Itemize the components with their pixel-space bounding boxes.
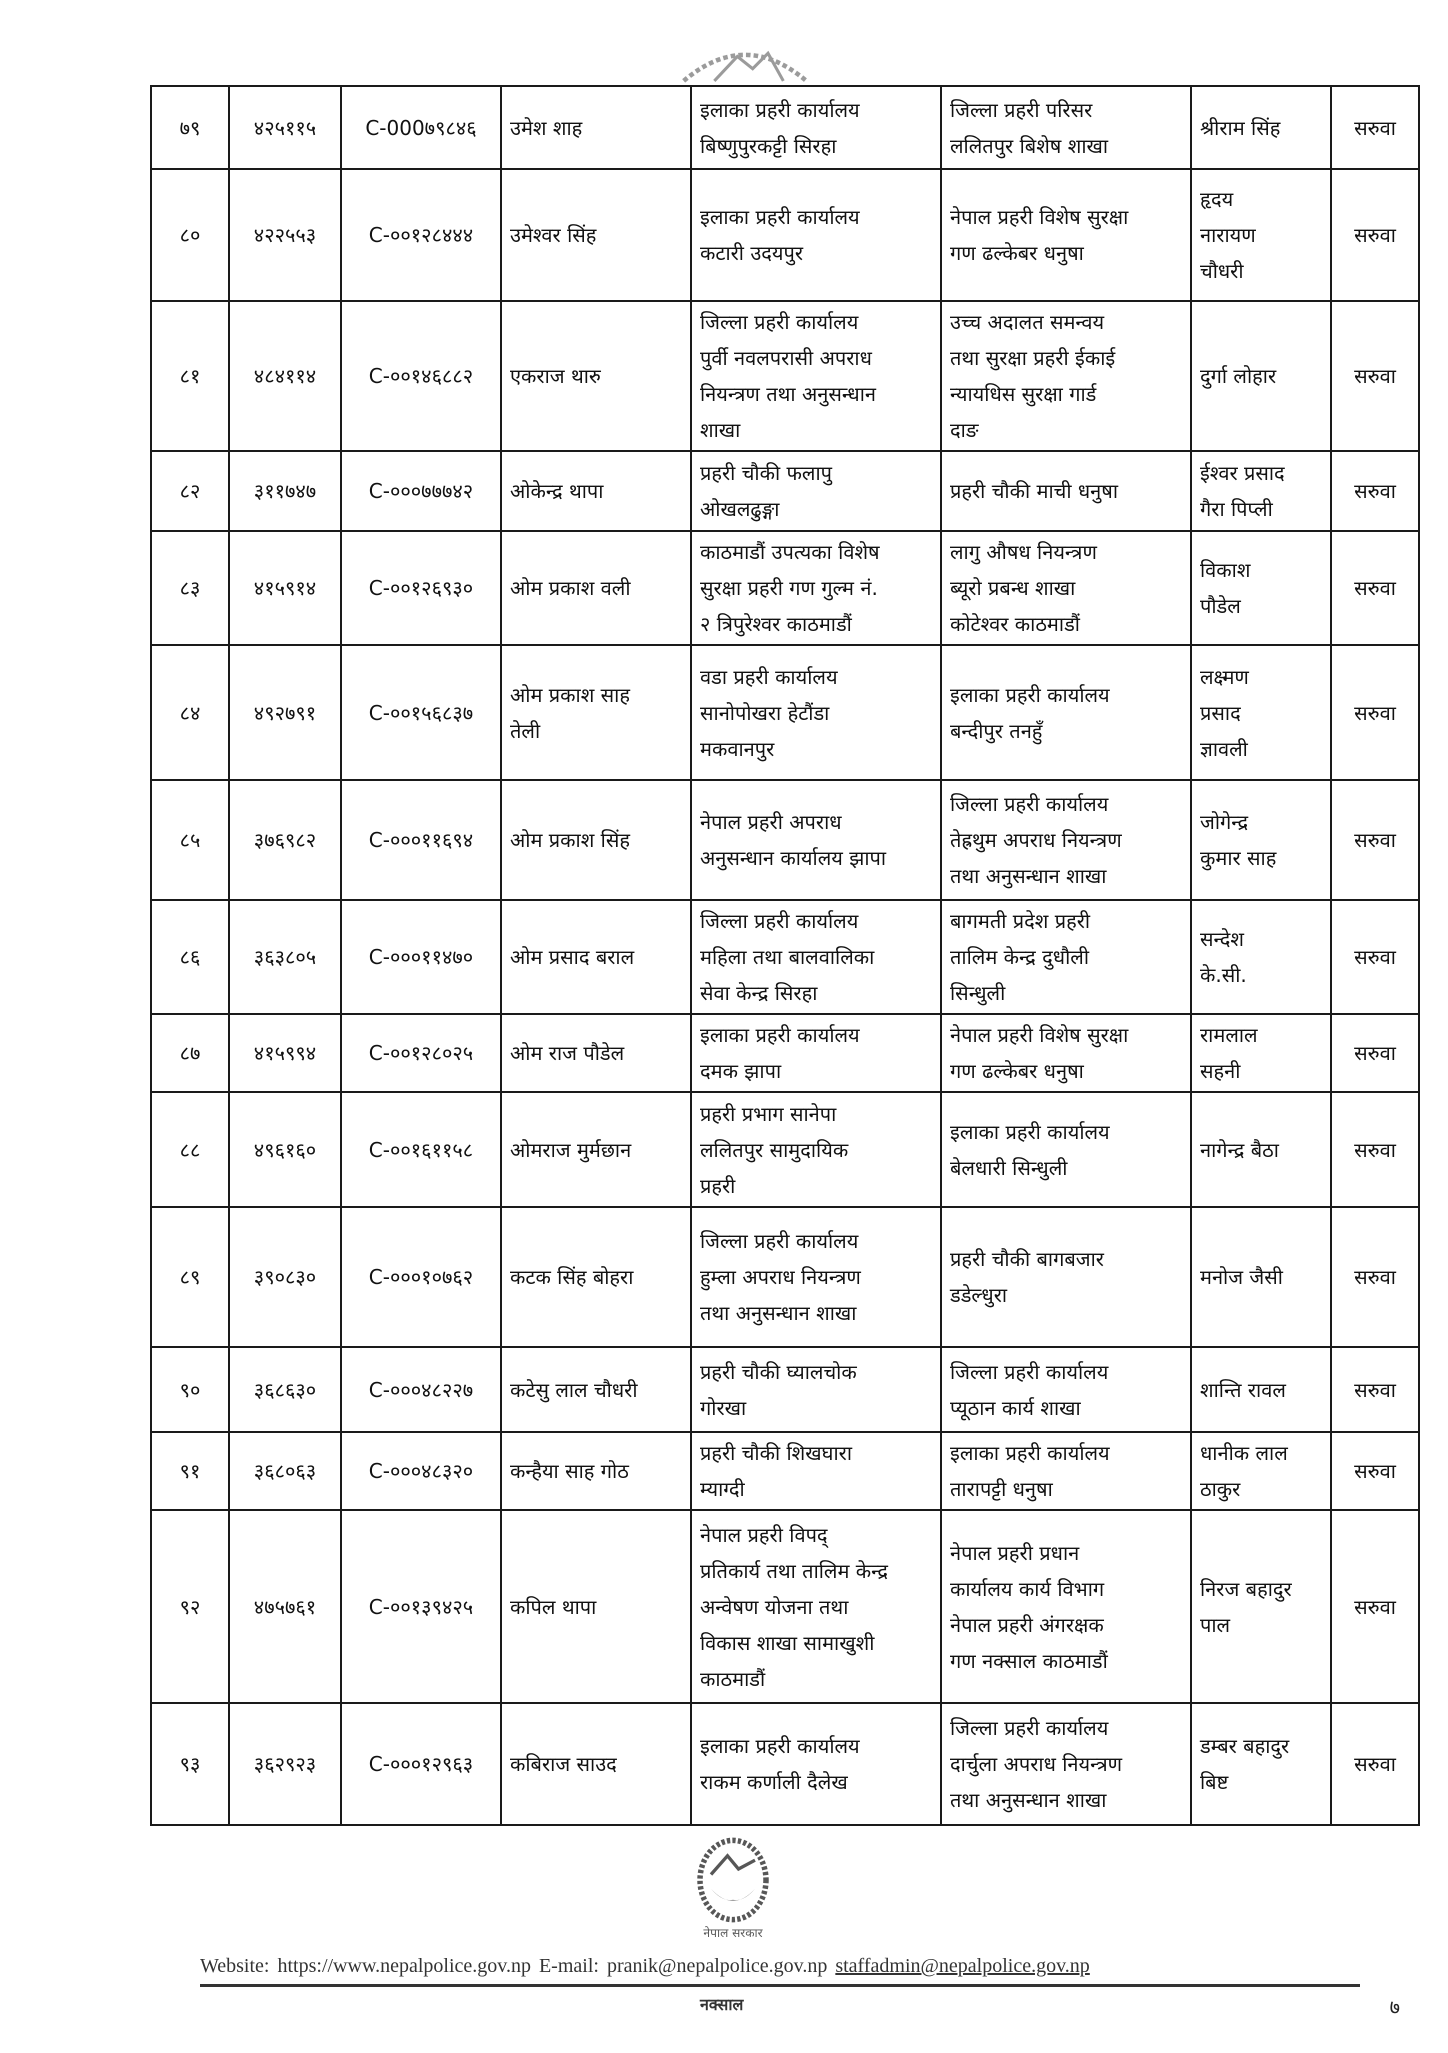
current-office-cell-line: म्याग्दी (700, 1477, 745, 1501)
current-office-cell-line: इलाका प्रहरी कार्यालय (700, 1023, 860, 1047)
current-office-cell-line: अनुसन्धान कार्यालय झापा (700, 846, 887, 870)
new-office-cell-line: नेपाल प्रहरी प्रधान (950, 1540, 1080, 1565)
replacement-cell (1191, 900, 1331, 1014)
replacement-cell-line: दुर्गा लोहार (1200, 364, 1277, 388)
replacement-cell-line: निरज बहादुर (1200, 1576, 1292, 1601)
code-cell: C-००१२६९३० (341, 531, 501, 645)
serial-number-cell: ८१ (151, 301, 229, 451)
official-seal-bottom (668, 1836, 798, 1946)
code-cell: C-000७९८४६ (341, 86, 501, 169)
current-office-cell-line: मकवानपुर (700, 736, 775, 761)
current-office-cell-line: राकम कर्णाली दैलेख (700, 1770, 848, 1794)
replacement-cell (1191, 531, 1331, 645)
name-cell (501, 1014, 691, 1092)
replacement-cell (1191, 451, 1331, 531)
replacement-cell-line: पौडेल (1200, 594, 1241, 618)
current-office-cell (691, 1092, 941, 1207)
current-office-cell (691, 1347, 941, 1432)
code-cell: C-०००४८३२० (341, 1432, 501, 1510)
code-cell: C-०००११४७० (341, 900, 501, 1014)
action-cell: सरुवा (1331, 1510, 1419, 1703)
name-cell-line: ओम प्रकाश साह (510, 682, 630, 707)
new-office-cell-line: जिल्ला प्रहरी कार्यालय (950, 1359, 1109, 1384)
current-office-cell-line: प्रहरी (700, 1173, 736, 1198)
replacement-cell (1191, 1092, 1331, 1207)
name-cell-line: ओम प्रकाश सिंह (510, 828, 630, 852)
current-office-cell (691, 169, 941, 301)
replacement-cell (1191, 86, 1331, 169)
replacement-cell-line: ज्ञावली (1200, 736, 1248, 761)
seal-caption: नक्साल (700, 1995, 744, 2014)
current-office-cell-line: इलाका प्रहरी कार्यालय (700, 205, 860, 229)
serial-number-cell: ८२ (151, 451, 229, 531)
current-office-cell (691, 1014, 941, 1092)
table-row (151, 1092, 1419, 1207)
name-cell (501, 780, 691, 900)
code-cell: C-०००७७७४२ (341, 451, 501, 531)
serial-number-cell: ८८ (151, 1092, 229, 1207)
replacement-cell-line: ठाकुर (1200, 1477, 1241, 1501)
current-office-cell (691, 1510, 941, 1703)
new-office-cell-line: गण ढल्केबर धनुषा (950, 1059, 1084, 1083)
name-cell-line: कन्हैया साह गोठ (510, 1459, 629, 1483)
table-row (151, 780, 1419, 900)
action-cell: सरुवा (1331, 301, 1419, 451)
table-body (151, 86, 1419, 1825)
replacement-cell (1191, 1432, 1331, 1510)
new-office-cell-line: कार्यालय कार्य विभाग (950, 1576, 1105, 1601)
code-cell: C-००१६११५८ (341, 1092, 501, 1207)
action-cell: सरुवा (1331, 1092, 1419, 1207)
table-row (151, 1014, 1419, 1092)
name-cell-line: ओम राज पौडेल (510, 1041, 625, 1065)
current-office-cell (691, 645, 941, 780)
website-link[interactable]: https://www.nepalpolice.gov.np (277, 1955, 531, 1977)
table-row (151, 645, 1419, 780)
new-office-cell-line: नेपाल प्रहरी विशेष सुरक्षा (950, 205, 1129, 229)
replacement-cell-line: के.सी. (1200, 963, 1247, 987)
current-office-cell-line: प्रहरी चौकी शिखघारा (700, 1441, 852, 1465)
replacement-cell (1191, 301, 1331, 451)
replacement-cell (1191, 1703, 1331, 1825)
code-cell: C-०००११६९४ (341, 780, 501, 900)
current-office-cell (691, 86, 941, 169)
replacement-cell-line: कुमार साह (1200, 846, 1277, 870)
current-office-cell-line: दमक झापा (700, 1059, 782, 1083)
seal-emblem-icon (660, 38, 830, 84)
police-id-cell: ३६३८०५ (229, 900, 341, 1014)
current-office-cell-line: सेवा केन्द्र सिरहा (700, 981, 818, 1005)
replacement-cell-line: हृदय (1200, 187, 1234, 211)
name-cell (501, 451, 691, 531)
footer-contact (200, 1952, 1360, 1987)
police-id-cell: ४२२५५३ (229, 169, 341, 301)
name-cell-line: ओमराज मुर्मछान (510, 1137, 632, 1162)
new-office-cell (941, 1703, 1191, 1825)
website-label: Website: (200, 1955, 270, 1977)
current-office-cell (691, 1703, 941, 1825)
current-office-cell-line: नेपाल प्रहरी अपराध (700, 810, 842, 834)
replacement-cell-line: लक्ष्मण (1200, 664, 1249, 689)
new-office-cell-line: डडेल्धुरा (950, 1283, 1008, 1307)
new-office-cell-line: तथा सुरक्षा प्रहरी ईकाई (950, 346, 1116, 370)
serial-number-cell: ९१ (151, 1432, 229, 1510)
code-cell: C-०००४८२२७ (341, 1347, 501, 1432)
new-office-cell (941, 1347, 1191, 1432)
police-id-cell: ४७५७६१ (229, 1510, 341, 1703)
name-cell-line: ओम प्रकाश वली (510, 576, 631, 600)
new-office-cell-line: तालिम केन्द्र दुधौली (950, 945, 1089, 969)
name-cell-line: एकराज थारु (510, 364, 601, 388)
replacement-cell (1191, 1014, 1331, 1092)
police-id-cell: ४१५९९४ (229, 1014, 341, 1092)
code-cell: C-०००१०७६२ (341, 1207, 501, 1347)
current-office-cell-line: हुम्ला अपराध नियन्त्रण (700, 1265, 861, 1289)
replacement-cell (1191, 169, 1331, 301)
new-office-cell-line: इलाका प्रहरी कार्यालय (950, 1119, 1110, 1144)
serial-number-cell: ९३ (151, 1703, 229, 1825)
new-office-cell (941, 645, 1191, 780)
current-office-cell-line: काठमाडौं (700, 1666, 766, 1691)
name-cell-line: कटेसु लाल चौधरी (510, 1377, 638, 1402)
current-office-cell-line: पुर्वी नवलपरासी अपराध (700, 346, 872, 370)
replacement-cell-line: सन्देश (1200, 927, 1244, 951)
serial-number-cell: ९२ (151, 1510, 229, 1703)
police-id-cell: ३७६९८२ (229, 780, 341, 900)
action-cell: सरुवा (1331, 645, 1419, 780)
table-row (151, 1510, 1419, 1703)
current-office-cell-line: बिष्णुपुरकट्टी सिरहा (700, 133, 837, 158)
name-cell-line: कपिल थापा (510, 1594, 597, 1619)
new-office-cell-line: प्रहरी चौकी माची धनुषा (950, 479, 1119, 503)
new-office-cell-line: इलाका प्रहरी कार्यालय (950, 1441, 1110, 1465)
new-office-cell (941, 1432, 1191, 1510)
new-office-cell (941, 1092, 1191, 1207)
current-office-cell-line: प्रहरी चौकी फलापु (700, 461, 833, 485)
police-id-cell: ३११७४७ (229, 451, 341, 531)
current-office-cell-line: इलाका प्रहरी कार्यालय (700, 97, 860, 122)
police-id-cell: ४१५९१४ (229, 531, 341, 645)
new-office-cell-line: जिल्ला प्रहरी परिसर (950, 97, 1093, 122)
current-office-cell (691, 1432, 941, 1510)
current-office-cell-line: ओखलढुङ्गा (700, 497, 780, 521)
new-office-cell (941, 169, 1191, 301)
current-office-cell-line: महिला तथा बालवालिका (700, 945, 875, 969)
police-id-cell: ३९०८३० (229, 1207, 341, 1347)
new-office-cell-line: गण नक्साल काठमाडौं (950, 1648, 1108, 1673)
replacement-cell-line: धानीक लाल (1200, 1441, 1288, 1465)
current-office-cell-line: अन्वेषण योजना तथा (700, 1594, 849, 1619)
current-office-cell-line: सानोपोखरा हेटौंडा (700, 700, 830, 725)
serial-number-cell: ८३ (151, 531, 229, 645)
current-office-cell-line: विकास शाखा सामाखुशी (700, 1630, 875, 1655)
replacement-cell-line: श्रीराम सिंह (1200, 115, 1281, 140)
current-office-cell-line: शाखा (700, 418, 741, 442)
name-cell-line: तेली (510, 718, 541, 743)
current-office-cell-line: कटारी उदयपुर (700, 241, 804, 265)
name-cell-line: उमेश शाह (510, 115, 583, 140)
current-office-cell-line: नेपाल प्रहरी विपद् (700, 1522, 828, 1547)
current-office-cell (691, 780, 941, 900)
footer-area (200, 1952, 1400, 2033)
replacement-cell-line: जोगेन्द्र (1200, 810, 1249, 834)
name-cell (501, 169, 691, 301)
current-office-cell-line: नियन्त्रण तथा अनुसन्धान (700, 382, 876, 406)
current-office-cell (691, 900, 941, 1014)
replacement-cell (1191, 645, 1331, 780)
new-office-cell-line: लागु औषध नियन्त्रण (950, 540, 1097, 564)
name-cell (501, 645, 691, 780)
replacement-cell-line: ईश्वर प्रसाद (1200, 461, 1285, 485)
new-office-cell-line: कोटेश्वर काठमाडौं (950, 612, 1080, 636)
replacement-cell-line: गैरा पिप्ली (1200, 497, 1273, 521)
table-row (151, 1432, 1419, 1510)
page-number: ७ (1389, 1995, 1400, 2019)
replacement-cell-line: बिष्ट (1200, 1770, 1229, 1794)
name-cell-line: ओकेन्द्र थापा (510, 479, 604, 503)
table-row (151, 1703, 1419, 1825)
new-office-cell-line: तथा अनुसन्धान शाखा (950, 1788, 1107, 1812)
table-row (151, 900, 1419, 1014)
replacement-cell-line: नारायण (1200, 223, 1256, 247)
new-office-cell-line: तारापट्टी धनुषा (950, 1477, 1053, 1501)
new-office-cell-line: ललितपुर बिशेष शाखा (950, 133, 1109, 158)
current-office-cell-line: वडा प्रहरी कार्यालय (700, 664, 838, 689)
table-row (151, 1207, 1419, 1347)
name-cell-line: कबिराज साउद (510, 1752, 617, 1776)
name-cell-line: उमेश्वर सिंह (510, 223, 597, 247)
replacement-cell (1191, 780, 1331, 900)
name-cell (501, 1207, 691, 1347)
name-cell-line: ओम प्रसाद बराल (510, 945, 635, 969)
new-office-cell (941, 780, 1191, 900)
replacement-cell-line: रामलाल (1200, 1023, 1258, 1047)
serial-number-cell: ८६ (151, 900, 229, 1014)
new-office-cell-line: तेह्रथुम अपराध नियन्त्रण (950, 828, 1122, 852)
new-office-cell-line: न्यायधिस सुरक्षा गार्ड (950, 382, 1097, 406)
svg-text:नेपाल सरकार: नेपाल सरकार (703, 1926, 763, 1941)
serial-number-cell: ७९ (151, 86, 229, 169)
replacement-cell-line: प्रसाद (1200, 700, 1241, 725)
code-cell: C-००१५६८३७ (341, 645, 501, 780)
email-label: E-mail: (538, 1955, 599, 1977)
replacement-cell-line: शान्ति रावल (1200, 1377, 1286, 1402)
new-office-cell-line: उच्च अदालत समन्वय (950, 310, 1105, 334)
new-office-cell-line: तथा अनुसन्धान शाखा (950, 864, 1107, 888)
new-office-cell-line: सिन्धुली (950, 981, 1006, 1005)
serial-number-cell: ८० (151, 169, 229, 301)
police-id-cell: ३६८६३० (229, 1347, 341, 1432)
current-office-cell-line: प्रतिकार्य तथा तालिम केन्द्र (700, 1558, 888, 1583)
name-cell (501, 900, 691, 1014)
current-office-cell-line: जिल्ला प्रहरी कार्यालय (700, 1229, 859, 1253)
current-office-cell (691, 531, 941, 645)
current-office-cell-line: सुरक्षा प्रहरी गण गुल्म नं. (700, 576, 878, 600)
action-cell: सरुवा (1331, 1347, 1419, 1432)
replacement-cell-line: पाल (1200, 1612, 1231, 1637)
table-row (151, 451, 1419, 531)
new-office-cell-line: गण ढल्केबर धनुषा (950, 241, 1084, 265)
email-link-staffadmin[interactable]: staffadmin@nepalpolice.gov.np (835, 1955, 1090, 1977)
current-office-cell (691, 301, 941, 451)
current-office-cell-line: काठमाडौं उपत्यका विशेष (700, 540, 880, 564)
new-office-cell-line: दाङ (950, 418, 979, 442)
new-office-cell-line: नेपाल प्रहरी विशेष सुरक्षा (950, 1023, 1129, 1047)
new-office-cell (941, 86, 1191, 169)
email-link-primary[interactable]: pranik@nepalpolice.gov.np (606, 1955, 828, 1977)
current-office-cell-line: प्रहरी चौकी घ्यालचोक (700, 1359, 857, 1384)
name-cell (501, 86, 691, 169)
name-cell (501, 531, 691, 645)
name-cell (501, 1703, 691, 1825)
action-cell: सरुवा (1331, 1014, 1419, 1092)
new-office-cell-line: दार्चुला अपराध नियन्त्रण (950, 1752, 1123, 1776)
current-office-cell-line: तथा अनुसन्धान शाखा (700, 1301, 857, 1325)
new-office-cell-line: जिल्ला प्रहरी कार्यालय (950, 792, 1109, 816)
code-cell: C-००१३९४२५ (341, 1510, 501, 1703)
new-office-cell (941, 531, 1191, 645)
action-cell: सरुवा (1331, 1703, 1419, 1825)
police-id-cell: ४९६१६० (229, 1092, 341, 1207)
new-office-cell-line: बागमती प्रदेश प्रहरी (950, 909, 1091, 933)
current-office-cell-line: गोरखा (700, 1395, 747, 1420)
replacement-cell-line: डम्बर बहादुर (1200, 1734, 1290, 1758)
police-id-cell: ४२५११५ (229, 86, 341, 169)
code-cell: C-०००१२९६३ (341, 1703, 501, 1825)
official-seal-top (660, 38, 830, 84)
new-office-cell-line: जिल्ला प्रहरी कार्यालय (950, 1716, 1109, 1740)
action-cell: सरुवा (1331, 780, 1419, 900)
current-office-cell-line: ललितपुर सामुदायिक (700, 1137, 849, 1162)
serial-number-cell: ८४ (151, 645, 229, 780)
new-office-cell-line: ब्यूरो प्रबन्ध शाखा (950, 576, 1076, 600)
action-cell: सरुवा (1331, 86, 1419, 169)
new-office-cell (941, 900, 1191, 1014)
current-office-cell-line: २ त्रिपुरेश्वर काठमाडौं (700, 612, 852, 636)
new-office-cell (941, 1014, 1191, 1092)
current-office-cell-line: जिल्ला प्रहरी कार्यालय (700, 310, 859, 334)
serial-number-cell: ९० (151, 1347, 229, 1432)
new-office-cell-line: इलाका प्रहरी कार्यालय (950, 682, 1110, 707)
police-id-cell: ४८४११४ (229, 301, 341, 451)
code-cell: C-००१२८०२५ (341, 1014, 501, 1092)
replacement-cell-line: सहनी (1200, 1059, 1241, 1083)
action-cell: सरुवा (1331, 1207, 1419, 1347)
replacement-cell (1191, 1207, 1331, 1347)
new-office-cell (941, 301, 1191, 451)
current-office-cell-line: जिल्ला प्रहरी कार्यालय (700, 909, 859, 933)
new-office-cell-line: प्रहरी चौकी बागबजार (950, 1247, 1104, 1271)
replacement-cell (1191, 1347, 1331, 1432)
police-id-cell: ४९२७९१ (229, 645, 341, 780)
action-cell: सरुवा (1331, 169, 1419, 301)
new-office-cell (941, 451, 1191, 531)
footer-bottom-row (200, 1993, 1400, 2033)
transfer-table (150, 85, 1420, 1826)
current-office-cell-line: इलाका प्रहरी कार्यालय (700, 1734, 860, 1758)
new-office-cell (941, 1207, 1191, 1347)
new-office-cell-line: प्यूठान कार्य शाखा (950, 1395, 1081, 1420)
name-cell-line: कटक सिंह बोहरा (510, 1265, 634, 1289)
action-cell: सरुवा (1331, 1432, 1419, 1510)
seal-emblem-icon (668, 1836, 798, 1946)
replacement-cell-line: नागेन्द्र बैठा (1200, 1137, 1279, 1162)
action-cell: सरुवा (1331, 451, 1419, 531)
name-cell (501, 301, 691, 451)
serial-number-cell: ८९ (151, 1207, 229, 1347)
table-row (151, 86, 1419, 169)
new-office-cell (941, 1510, 1191, 1703)
code-cell: C-००१२८४४४ (341, 169, 501, 301)
code-cell: C-००१४६८८२ (341, 301, 501, 451)
action-cell: सरुवा (1331, 531, 1419, 645)
table-row (151, 169, 1419, 301)
replacement-cell (1191, 1510, 1331, 1703)
current-office-cell (691, 451, 941, 531)
current-office-cell (691, 1207, 941, 1347)
new-office-cell-line: नेपाल प्रहरी अंगरक्षक (950, 1612, 1104, 1637)
table-row (151, 531, 1419, 645)
name-cell (501, 1347, 691, 1432)
new-office-cell-line: बन्दीपुर तनहुँ (950, 718, 1043, 743)
name-cell (501, 1432, 691, 1510)
police-id-cell: ३६८०६३ (229, 1432, 341, 1510)
current-office-cell-line: प्रहरी प्रभाग सानेपा (700, 1101, 837, 1126)
serial-number-cell: ८७ (151, 1014, 229, 1092)
serial-number-cell: ८५ (151, 780, 229, 900)
replacement-cell-line: विकाश (1200, 558, 1251, 582)
new-office-cell-line: बेलधारी सिन्धुली (950, 1155, 1068, 1180)
name-cell (501, 1510, 691, 1703)
police-id-cell: ३६२९२३ (229, 1703, 341, 1825)
replacement-cell-line: चौधरी (1200, 259, 1244, 283)
replacement-cell-line: मनोज जैसी (1200, 1265, 1283, 1289)
table-row (151, 301, 1419, 451)
action-cell: सरुवा (1331, 900, 1419, 1014)
table-row (151, 1347, 1419, 1432)
name-cell (501, 1092, 691, 1207)
